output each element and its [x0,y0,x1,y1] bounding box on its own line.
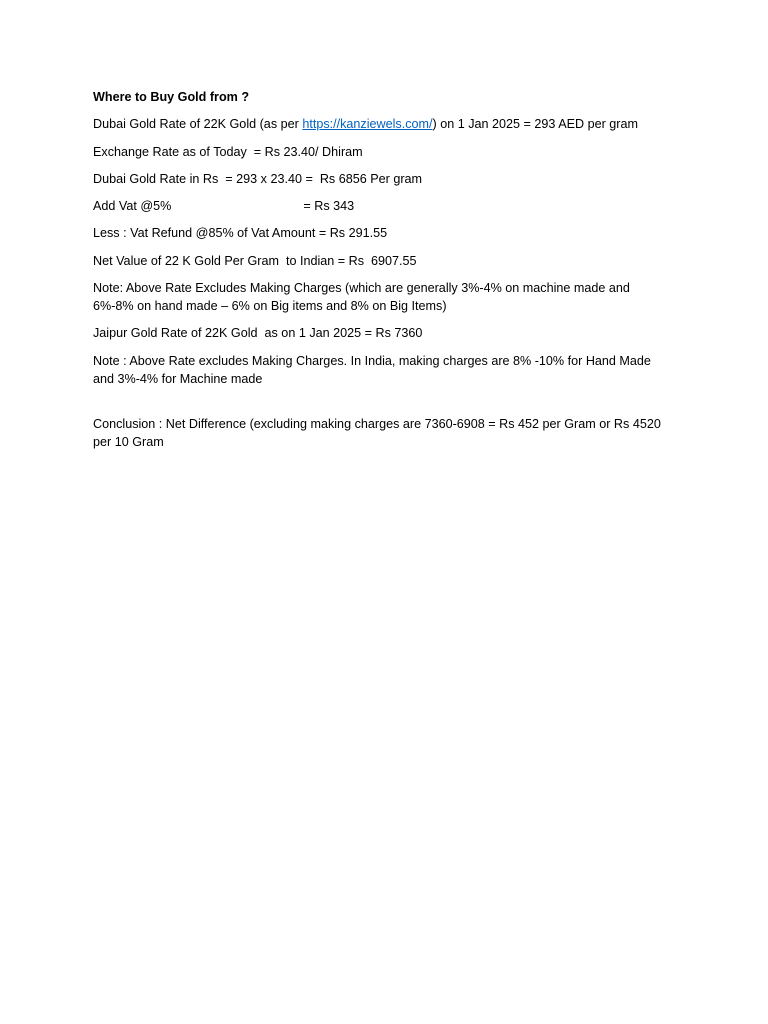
net-value-line: Net Value of 22 K Gold Per Gram to Indian = Rs 6907.55 [93,253,417,268]
add-vat-label: Add Vat @5% [93,199,172,214]
india-making-charges-note: Note : Above Rate excludes Making Charges. In India, making charges are 8% -10% for Hand Made and 3%-4% for Machine made [93,353,655,386]
exchange-rate-line: Exchange Rate as of Today = Rs 23.40/ Dhiram [93,144,363,159]
dubai-rate-line [93,115,673,133]
add-vat-line [93,197,673,215]
document-title: Where to Buy Gold from ? [93,90,250,104]
vat-refund-line: Less : Vat Refund @85% of Vat Amount = Rs 291.55 [93,226,388,241]
blank-line [93,397,673,415]
dubai-rate-rs-line: Dubai Gold Rate in Rs = 293 x 23.40 = Rs 6856 Per gram [93,171,423,186]
kanziewels-link[interactable]: https://kanziewels.com/ [302,117,433,132]
dubai-rate-suffix: ) on 1 Jan 2025 = 293 AED per gram [432,117,638,132]
jaipur-rate-line: Jaipur Gold Rate of 22K Gold as on 1 Jan 2025 = Rs 7360 [93,326,423,341]
add-vat-value: = Rs 343 [303,199,355,214]
dubai-rate-prefix: Dubai Gold Rate of 22K Gold (as per [93,117,303,132]
conclusion-line: Conclusion : Net Difference (excluding making charges are 7360-6908 = Rs 452 per Gram or Rs 4520 per 10 Gram [93,416,665,449]
making-charges-note: Note: Above Rate Excludes Making Charges (which are generally 3%-4% on machine made and 6%-8% on hand made – 6% on Big items and 8% on Big Items) [93,281,634,314]
document-body [93,88,673,460]
